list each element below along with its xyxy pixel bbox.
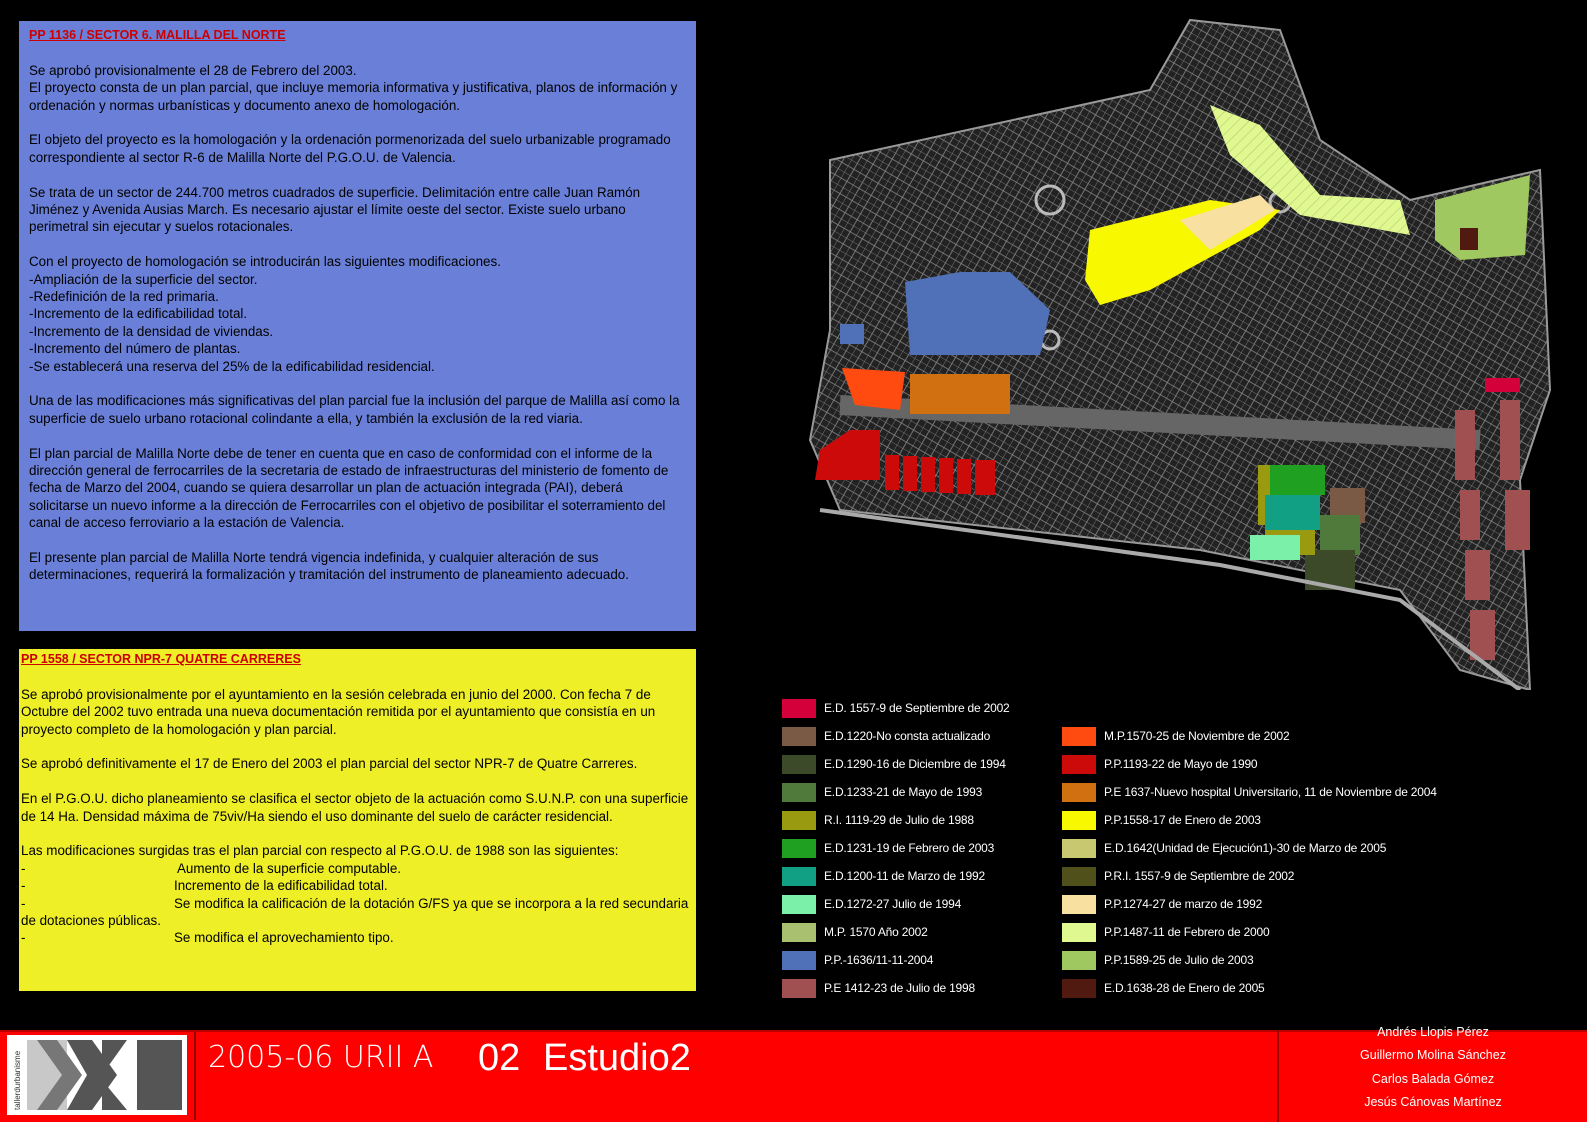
quatre-carreres-text-panel — [19, 649, 696, 991]
logo-vertical-text: tallerdurbanisme — [13, 1050, 22, 1110]
legend-swatch — [1062, 979, 1096, 998]
legend-label: E.D.1220-No consta actualizado — [824, 729, 991, 743]
legend-swatch — [782, 867, 816, 886]
map-legend — [782, 701, 1502, 1010]
panel-title: PP 1558 / SECTOR NPR-7 QUATRE CARRERES — [21, 652, 301, 666]
legend-label: P.R.I. 1557-9 de Septiembre de 2002 — [1104, 869, 1295, 883]
paragraph: El plan parcial de Malilla Norte debe de tener en cuenta que en caso de conformidad con el informe de la dirección general de ferrocarriles de la secretaria de estado de infraestructuras del ministerio de fomento de fecha de Marzo del 2004, cuando se quiera desarrollar un plan de actuación integrada (PAI), deberá solicitarse un nuevo informe a la dirección de Ferrocarriles con el objetivo de posibilitar el soterramiento del canal de acceso ferroviario a la estación de Valencia. — [29, 445, 669, 531]
authors-block — [1277, 1025, 1587, 1122]
legend-label: P.E 1637-Nuevo hospital Universitario, 11 de Noviembre de 2004 — [1104, 785, 1437, 799]
plot-pp1589 — [1435, 175, 1530, 260]
legend-label: E.D.1272-27 Julio de 1994 — [824, 897, 962, 911]
course-label: 2005-06 URII A — [208, 1040, 434, 1075]
list-item: -Se establecerá una reserva del 25% de la edificabilidad residencial. — [29, 358, 435, 374]
list-item: -Incremento del número de plantas. — [29, 341, 241, 357]
legend-swatch — [782, 783, 816, 802]
author-name: Jesús Cánovas Martínez — [1364, 1095, 1502, 1109]
legend-swatch — [782, 979, 816, 998]
list-item: - Se modifica la calificación de la dotación G/FS ya que se incorpora a la red secundaria de dotaciones públicas. — [21, 895, 689, 929]
legend-swatch — [1062, 811, 1096, 830]
legend-label: P.E 1412-23 de Julio de 1998 — [824, 981, 975, 995]
plot-pe1637 — [910, 374, 1010, 414]
legend-swatch — [1062, 783, 1096, 802]
legend-swatch — [782, 923, 816, 942]
paragraph: Se aprobó definitivamente el 17 de Enero del 2003 el plan parcial del sector NPR-7 de Quatre Carreres. — [21, 756, 638, 772]
taller-durbanisme-logo — [7, 1035, 187, 1115]
legend-label: E.D.1231-19 de Febrero de 2003 — [824, 841, 995, 855]
legend-swatch — [1062, 895, 1096, 914]
legend-swatch — [782, 755, 816, 774]
paragraph: El presente plan parcial de Malilla Norte tendrá vigencia indefinida, y cualquier alteración de sus determinaciones, requerirá la formalización y tramitación del instrumento de planeamiento adecuado. — [29, 550, 629, 583]
list-item: - Aumento de la superficie computable. — [21, 860, 402, 876]
paragraph: Se trata de un sector de 244.700 metros cuadrados de superficie. Delimitación entre calle Juan Ramón Jiménez y Avenida Ausias March. Es necesario ajustar el límite oeste del sector. Existe suelo urbano perimetral sin ejecutar y suelos rotacionales. — [29, 184, 641, 235]
list-item: -Incremento de la edificabilidad total. — [29, 306, 248, 322]
plot-pp1636-small — [840, 324, 864, 344]
legend-swatch — [782, 839, 816, 858]
plot-ed1200 — [1265, 495, 1320, 530]
panel-title: PP 1136 / SECTOR 6. MALILLA DEL NORTE — [29, 28, 286, 42]
legend-label: E.D.1638-28 de Enero de 2005 — [1104, 981, 1265, 995]
legend-swatch — [1062, 923, 1096, 942]
modifications-list — [29, 271, 686, 375]
list-item: -Ampliación de la superficie del sector. — [29, 271, 258, 287]
legend-swatch — [782, 951, 816, 970]
legend-swatch — [1062, 755, 1096, 774]
legend-label: P.P.-1636/11-11-2004 — [824, 953, 934, 967]
list-item: - Incremento de la edificabilidad total. — [21, 878, 388, 894]
legend-label: E.D. 1557-9 de Septiembre de 2002 — [824, 701, 1010, 715]
legend-swatch — [782, 811, 816, 830]
malilla-norte-text-panel — [19, 21, 696, 631]
legend-swatch — [1062, 951, 1096, 970]
modifications-list — [21, 860, 694, 947]
paragraph: Se aprobó provisionalmente por el ayuntamiento en la sesión celebrada en junio del 2000. Con fecha 7 de Octubre del 2002 tuvo entrada una nueva documentación remitida por el ayuntamiento que consistía en un proyecto completo de la homologación y plan parcial. — [21, 686, 656, 737]
paragraph: Se aprobó provisionalmente el 28 de Febrero del 2003. — [29, 62, 357, 78]
plot-ed1233 — [1320, 515, 1360, 555]
paragraph: Una de las modificaciones más significativas del plan parcial fue la inclusión del parque de Malilla así como la superficie de suelo urbano rotacional colindante a ella, y también la exclusión de la red viaria. — [29, 393, 680, 426]
plot-ed1638 — [1460, 228, 1478, 250]
legend-label: P.P.1193-22 de Mayo de 1990 — [1104, 757, 1258, 771]
list-item: -Incremento de la densidad de viviendas. — [29, 323, 274, 339]
sheet-number: 02 — [478, 1037, 521, 1079]
legend-label: E.D.1290-16 de Diciembre de 1994 — [824, 757, 1006, 771]
legend-swatch — [1062, 839, 1096, 858]
logo-area — [2, 1032, 196, 1120]
paragraph: El objeto del proyecto es la homologación y la ordenación pormenorizada del suelo urbanizable programado correspondiente al sector R-6 de Malilla Norte del P.G.O.U. de Valencia. — [29, 132, 671, 165]
author-name: Guillermo Molina Sánchez — [1360, 1048, 1506, 1062]
plot-ed1272 — [1250, 535, 1300, 560]
legend-swatch — [1062, 727, 1096, 746]
paragraph: Las modificaciones surgidas tras el plan parcial con respecto al P.G.O.U. de 1988 son las siguientes: — [21, 843, 619, 859]
paragraph: El proyecto consta de un plan parcial, que incluye memoria informativa y justificativa, planos de información y ordenación y normas urbanísticas y documento anexo de homologación. — [29, 80, 678, 113]
legend-label: P.P.1274-27 de marzo de 1992 — [1104, 897, 1263, 911]
plot-ed1231 — [1270, 465, 1325, 495]
legend-swatch — [782, 699, 816, 718]
legend-label: M.P.1570-25 de Noviembre de 2002 — [1104, 729, 1290, 743]
legend-label: E.D.1200-11 de Marzo de 1992 — [824, 869, 985, 883]
legend-swatch — [1062, 867, 1096, 886]
sheet-title: Estudio2 — [543, 1037, 691, 1079]
legend-label: P.P.1589-25 de Julio de 2003 — [1104, 953, 1254, 967]
legend-label: M.P. 1570 Año 2002 — [824, 925, 928, 939]
author-name: Andrés Llopis Pérez — [1377, 1025, 1489, 1039]
legend-label: P.P.1558-17 de Enero de 2003 — [1104, 813, 1261, 827]
legend-swatch — [782, 727, 816, 746]
legend-label: E.D.1233-21 de Mayo de 1993 — [824, 785, 983, 799]
legend-label: P.P.1487-11 de Febrero de 2000 — [1104, 925, 1270, 939]
legend-swatch — [782, 895, 816, 914]
legend-label: R.I. 1119-29 de Julio de 1988 — [824, 813, 974, 827]
paragraph: Con el proyecto de homologación se introducirán las siguientes modificaciones. — [29, 254, 501, 270]
urban-plan-map — [760, 10, 1570, 690]
list-item: - Se modifica el aprovechamiento tipo. — [21, 930, 394, 946]
legend-label: E.D.1642(Unidad de Ejecución1)-30 de Marzo de 2005 — [1104, 841, 1387, 855]
list-item: -Redefinición de la red primaria. — [29, 289, 219, 305]
paragraph: En el P.G.O.U. dicho planeamiento se clasifica el sector objeto de la actuación como S.U.N.P. con una superficie de 14 Ha. Densidad máxima de 75viv/Ha siendo el uso dominante del suelo de carácter residencial. — [21, 791, 689, 824]
author-name: Carlos Balada Gómez — [1371, 1072, 1495, 1086]
plot-ed1557 — [1485, 378, 1520, 392]
